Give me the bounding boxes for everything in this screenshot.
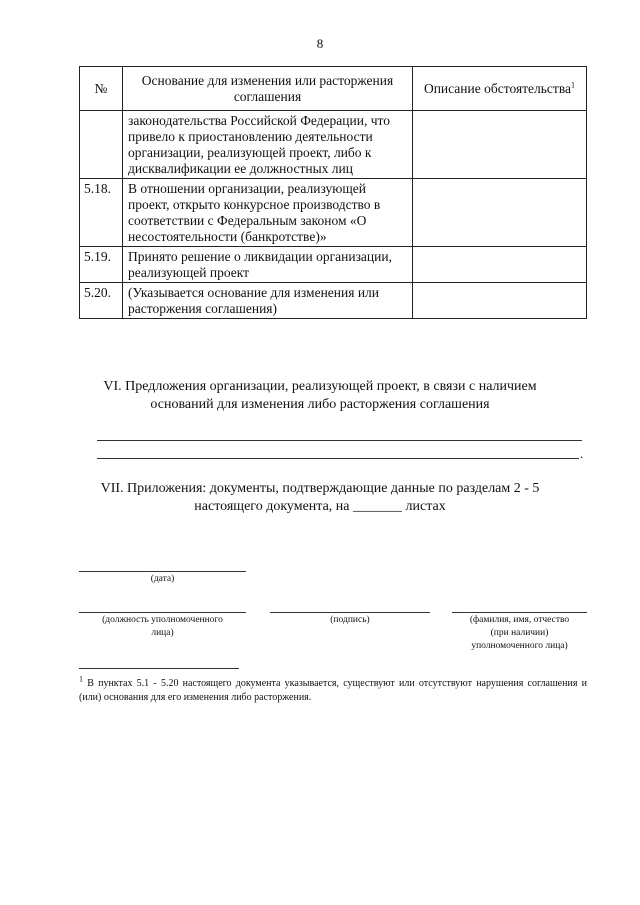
proposal-line-1[interactable] (97, 440, 582, 441)
footnote-separator (79, 668, 239, 669)
name-line[interactable] (452, 612, 587, 613)
table-row (80, 247, 587, 283)
row-basis: (Указывается основание для изменения или расторжения соглашения) (123, 283, 413, 319)
grounds-table (79, 66, 587, 319)
row-basis: В отношении организации, реализующей проект, открыто конкурсное производство в соответствии с Федеральным законом «О несостоятельности (банкротстве)» (123, 179, 413, 247)
section7-line2 (0, 498, 640, 516)
row-description[interactable] (413, 179, 587, 247)
row-number (80, 111, 123, 179)
footnote (79, 674, 587, 705)
row-basis: Принято решение о ликвидации организации, реализующей проект (123, 247, 413, 283)
header-description (413, 67, 587, 111)
row-description[interactable] (413, 111, 587, 179)
name-label-line3: уполномоченного лица) (471, 641, 568, 651)
name-label-line1: (фамилия, имя, отчество (469, 615, 570, 625)
name-label-line2: (при наличии) (490, 628, 549, 638)
row-description[interactable] (413, 283, 587, 319)
position-label-line1: (должность уполномоченного (102, 615, 223, 625)
header-basis: Основание для изменения или расторжения соглашения (123, 67, 413, 111)
signature-label: (подпись) (330, 615, 370, 625)
footnote-ref: 1 (571, 80, 576, 89)
position-label-line2: лица) (151, 628, 174, 638)
position-line[interactable] (79, 612, 246, 613)
row-number: 5.19. (80, 247, 123, 283)
section7-line2-after: листах (402, 499, 446, 514)
header-description-text: Описание обстоятельства (423, 80, 572, 96)
row-number: 5.20. (80, 283, 123, 319)
position-label (79, 614, 246, 640)
row-number: 5.18. (80, 179, 123, 247)
row-basis: законодательства Российской Федерации, что привело к приостановлению деятельности организации, реализующей проект, либо к дисквалификации ее должностных лиц (123, 111, 413, 179)
proposal-end-mark: . (580, 446, 584, 461)
footnote-mark: 1 (79, 674, 83, 684)
section7-line1: VII. Приложения: документы, подтверждающие данные по разделам 2 - 5 (100, 481, 540, 496)
sheets-count-blank[interactable]: _______ (353, 499, 403, 514)
section6-heading (0, 378, 640, 414)
table-header-row (80, 67, 587, 111)
proposal-line-2[interactable] (97, 458, 579, 459)
section6-line1: VI. Предложения организации, реализующей проект, в связи с наличием (103, 379, 537, 394)
section7-line2-before: настоящего документа, на (194, 499, 354, 514)
date-label: (дата) (150, 574, 175, 584)
name-label (446, 614, 593, 653)
table-row (80, 111, 587, 179)
table-row (80, 283, 587, 319)
table-row (80, 179, 587, 247)
section7-heading (0, 480, 640, 516)
section6-line2: оснований для изменения либо расторжения соглашения (150, 397, 490, 412)
page-number: 8 (316, 36, 324, 51)
row-description[interactable] (413, 247, 587, 283)
signature-line[interactable] (270, 612, 430, 613)
header-number: № (80, 67, 123, 111)
footnote-text: В пунктах 5.1 - 5.20 настоящего документа указывается, существуют или отсутствуют нарушения соглашения и (или) основания для его изменения либо расторжения. (79, 678, 587, 703)
date-line[interactable] (79, 571, 246, 572)
